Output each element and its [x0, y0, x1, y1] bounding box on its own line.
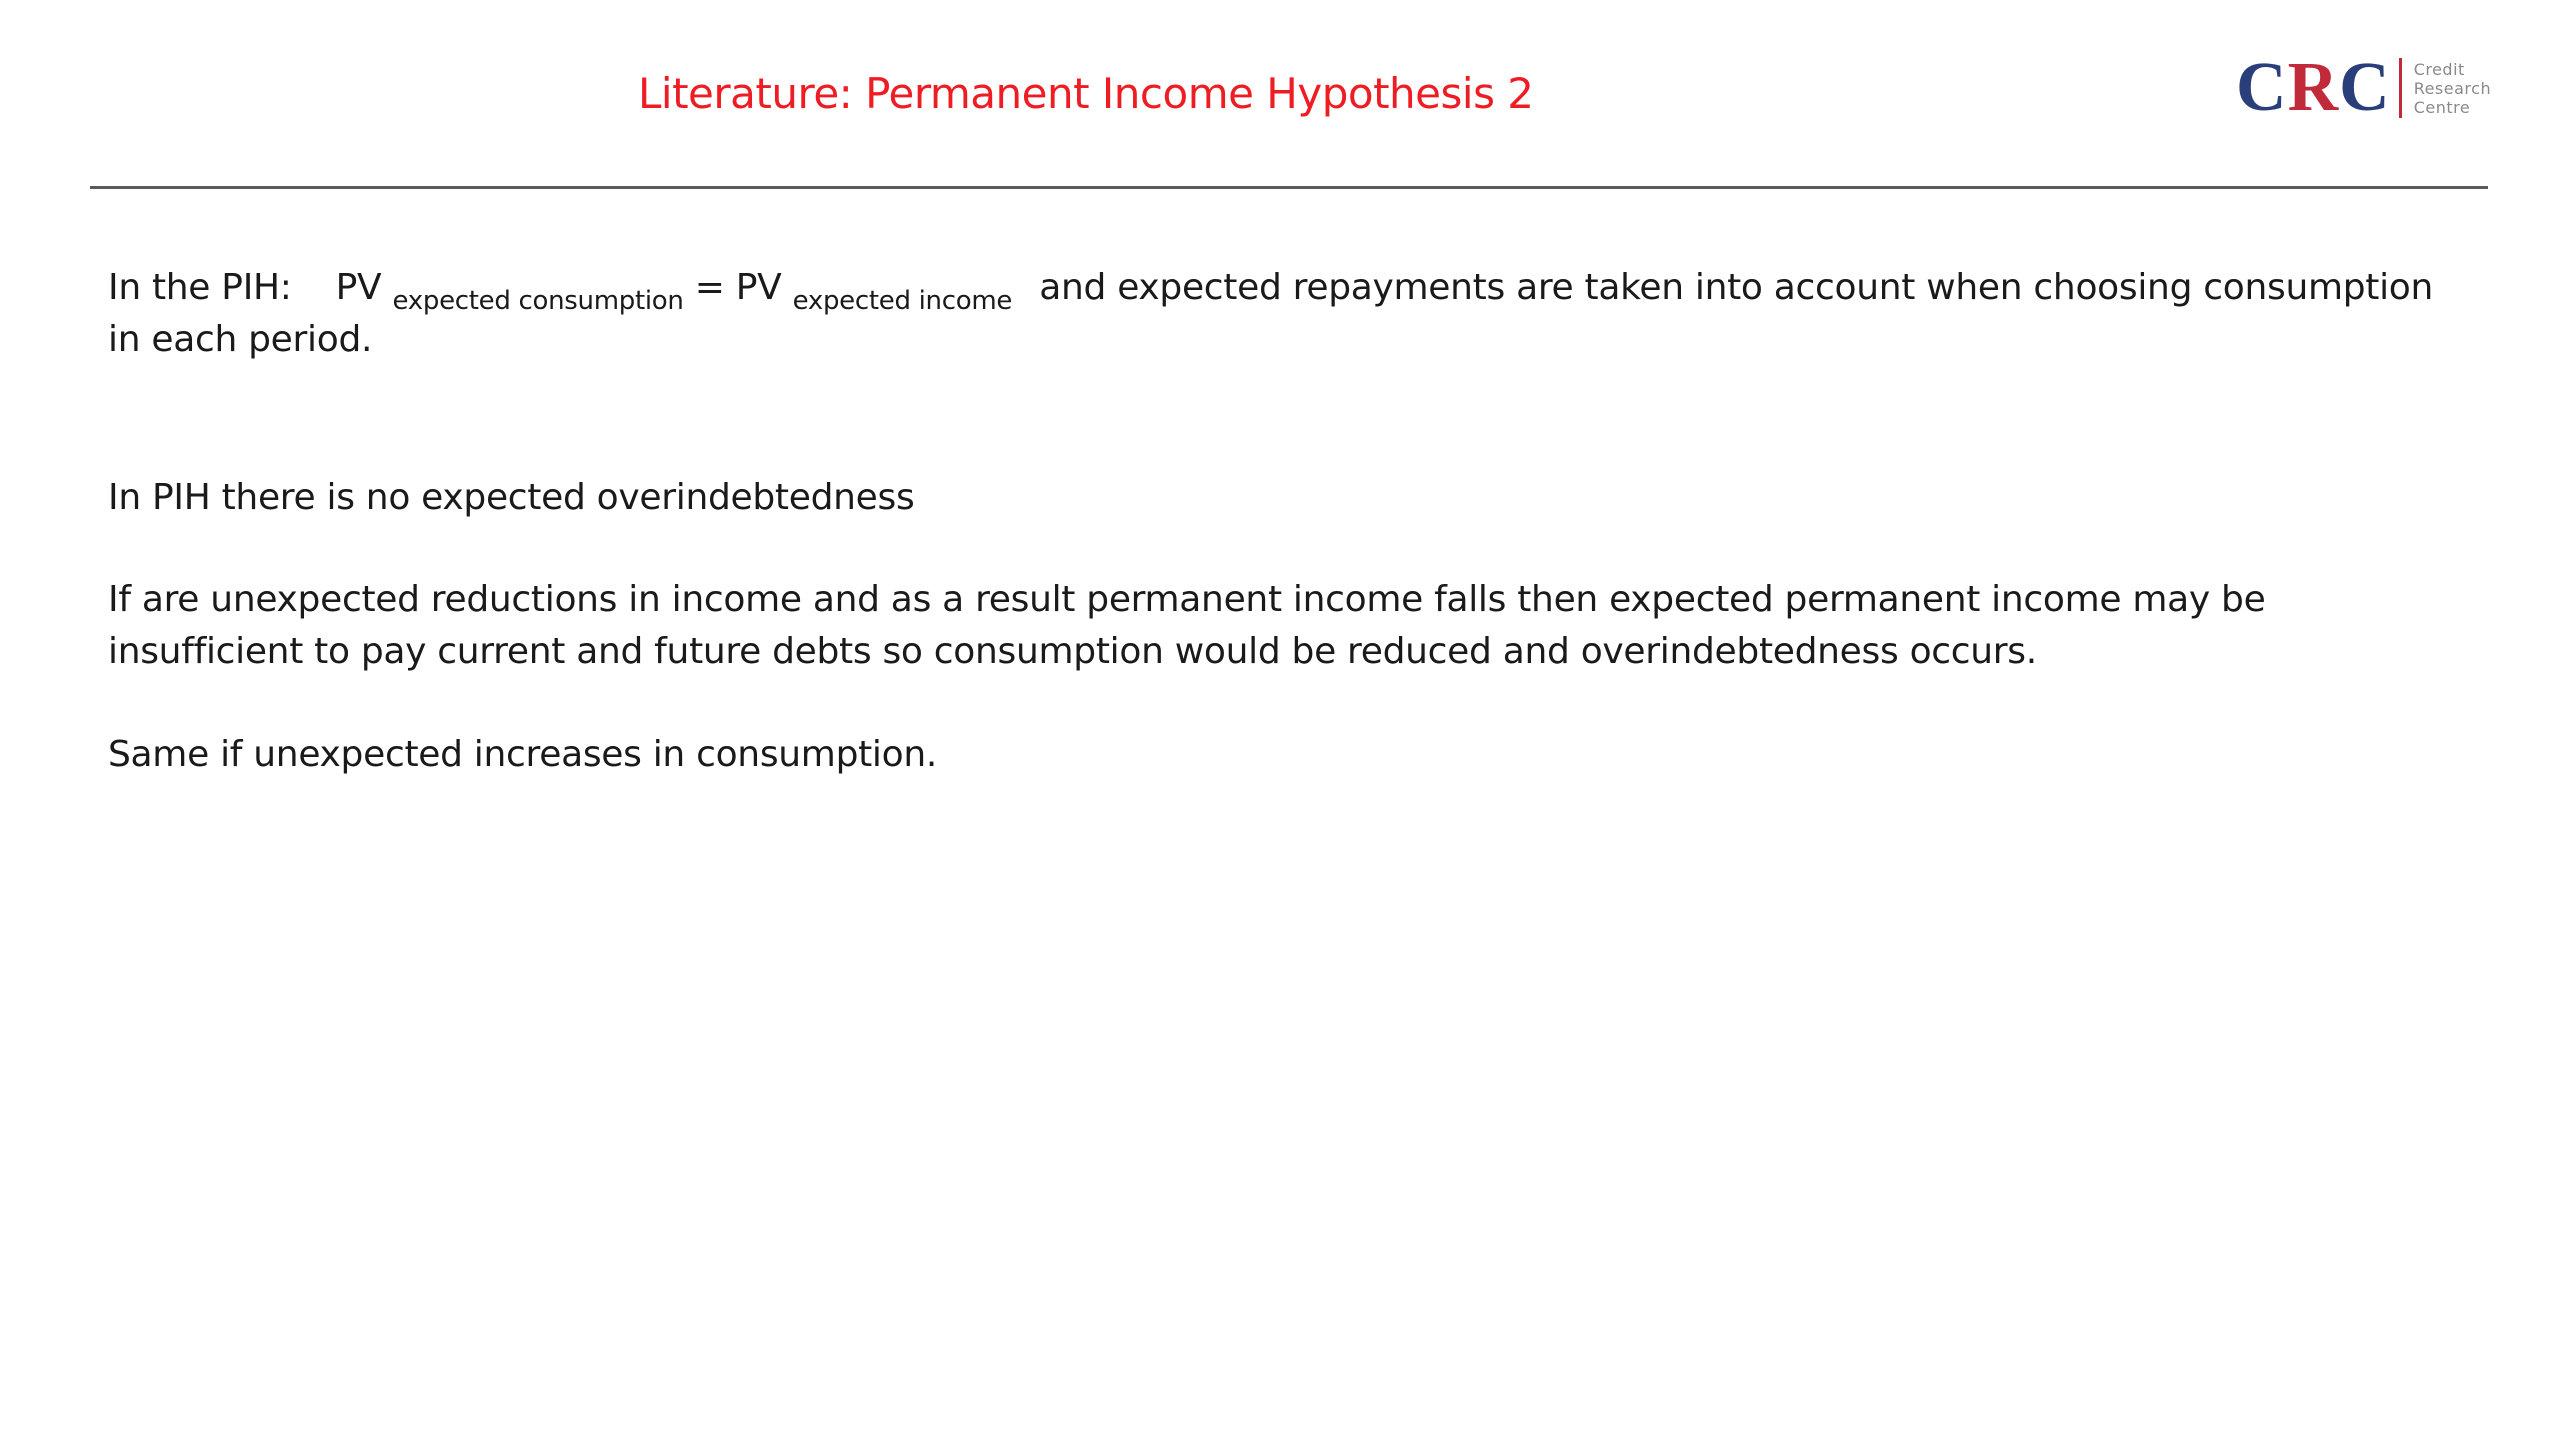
slide-title: Literature: Permanent Income Hypothesis 2: [638, 69, 1534, 118]
logo-line-2: Research: [2413, 78, 2492, 98]
logo-letter-c: C: [2236, 49, 2288, 126]
equals-pv-income: = PV: [694, 267, 782, 308]
paragraph-unexpected-increases: Same if unexpected increases in consumption.: [108, 734, 938, 775]
logo-letter-c-second: C: [2339, 49, 2391, 126]
paragraph-pih-definition: [108, 262, 2468, 366]
pih-lead: In the PIH:: [108, 267, 292, 308]
logo-line-1: Credit: [2413, 59, 2465, 79]
pv-consumption: PV: [335, 267, 382, 308]
pv-income-subscript: expected income: [792, 286, 1013, 316]
header-divider: [90, 186, 2488, 189]
pv-consumption-subscript: expected consumption: [392, 286, 684, 316]
logo-divider: [2399, 58, 2402, 118]
paragraph-unexpected-reductions: If are unexpected reductions in income and as a result permanent income falls then expected permanent income may be insufficient to pay current and future debts so consumption would be reduced and overindebtedness occurs.: [108, 579, 2266, 672]
logo-mark: [2236, 49, 2391, 126]
logo-wordmark: [2414, 60, 2491, 117]
logo-letter-r: R: [2287, 49, 2340, 126]
crc-logo: [2236, 49, 2492, 126]
paragraph-no-overindebtedness: In PIH there is no expected overindebtedness: [108, 477, 915, 518]
logo-line-3: Centre: [2413, 97, 2471, 117]
pih-rest: and expected repayments are taken into account when choosing consumption in each period.: [108, 267, 2434, 360]
